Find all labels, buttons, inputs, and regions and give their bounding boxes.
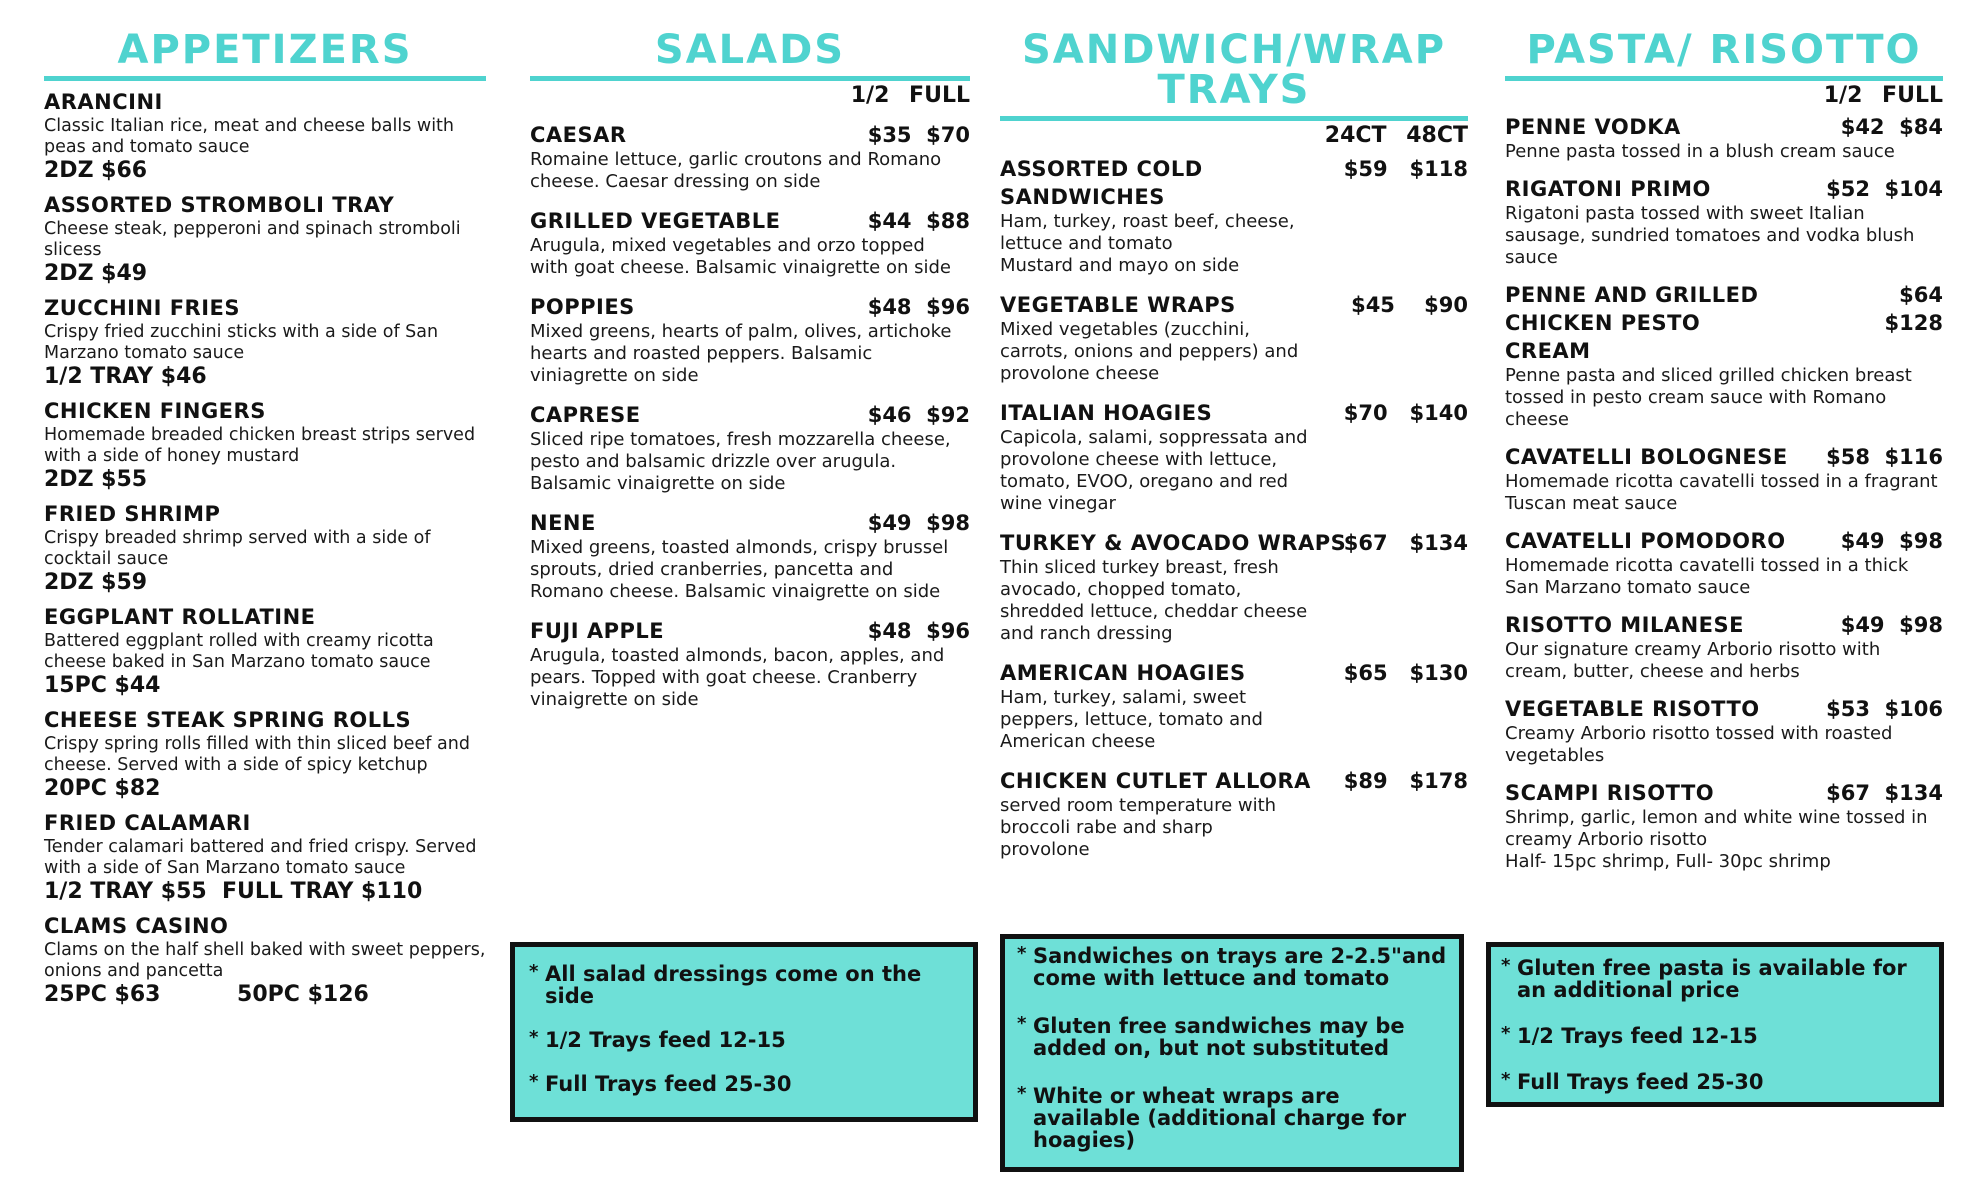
item-price: $49 $98 — [867, 511, 970, 535]
item-name: CAVATELLI POMODORO — [1505, 529, 1786, 553]
item-price: $67 $134 — [1826, 781, 1943, 805]
item-name: ARANCINI — [44, 90, 163, 114]
item-name: NENE — [530, 511, 596, 535]
item-price: $52 $104 — [1826, 177, 1943, 201]
menu-item — [44, 913, 486, 1008]
salads-title: SALADS — [654, 27, 846, 73]
item-price: $58 $116 — [1826, 445, 1943, 469]
item-price: $59 $118 — [1343, 157, 1468, 181]
item-description: Thin sliced turkey breast, fresh avocado, chopped tomato, shredded lettuce, cheddar cheese and ranch dressing — [1000, 557, 1308, 644]
item-note: Half- 15pc shrimp, Full- 30pc shrimp — [1505, 851, 1831, 872]
item-description: Shrimp, garlic, lemon and white wine tossed in creamy Arborio risotto — [1505, 807, 1928, 850]
item-name: ASSORTED STROMBOLI TRAY — [44, 193, 395, 217]
sandwiches-column — [1000, 27, 1468, 861]
note-line: * Full Trays feed 25-30 — [1501, 1069, 1764, 1094]
item-description: Rigatoni pasta tossed with sweet Italian sausage, sundried tomatoes and vodka blush sauce — [1505, 203, 1915, 268]
item-description: Battered eggplant rolled with creamy ricotta cheese baked in San Marzano tomato sauce — [44, 631, 434, 672]
item-price: $53 $106 — [1826, 697, 1943, 721]
item-price: 20PC $82 — [44, 776, 161, 801]
item-description: Homemade ricotta cavatelli tossed in a fragrant Tuscan meat sauce — [1505, 471, 1938, 514]
menu-item — [530, 617, 970, 711]
note-line: * All salad dressings come on the side — [529, 961, 922, 1008]
item-note: Mustard and mayo on side — [1000, 255, 1240, 276]
sandwiches-note-box — [1000, 934, 1464, 1172]
appetizers-title: APPETIZERS — [117, 27, 413, 73]
item-description: Mixed greens, toasted almonds, crispy brussel sprouts, dried cranberries, pancetta and Romano cheese. Balsamic vinaigrette on side — [530, 537, 949, 602]
sandwiches-title-line1: SANDWICH/WRAP — [1021, 27, 1447, 73]
item-description: Classic Italian rice, meat and cheese balls with peas and tomato sauce — [44, 116, 455, 157]
menu-item — [1505, 779, 1943, 873]
item-description: served room temperature with broccoli rabe and sharp provolone — [1000, 795, 1277, 860]
item-name: FUJI APPLE — [530, 619, 665, 643]
menu-item — [1000, 767, 1468, 861]
item-description: Crispy spring rolls filled with thin sliced beef and cheese. Served with a side of spicy ketchup — [44, 734, 470, 775]
pasta-column-header: 1/2 FULL — [1823, 83, 1943, 108]
item-name: POPPIES — [530, 295, 635, 319]
item-name: VEGETABLE WRAPS — [1000, 293, 1236, 317]
menu-item — [530, 207, 970, 279]
item-price: 1/2 TRAY $55 FULL TRAY $110 — [44, 879, 423, 904]
item-description: Tender calamari battered and fried crispy. Served with a side of San Marzano tomato sauce — [44, 837, 477, 878]
pasta-column — [1505, 27, 1943, 873]
menu-item — [44, 295, 486, 390]
item-description: Romaine lettuce, garlic croutons and Romano cheese. Caesar dressing on side — [530, 149, 942, 192]
menu-item — [44, 707, 486, 802]
item-price: 2DZ $55 — [44, 467, 148, 492]
menu-item — [1505, 695, 1943, 767]
item-price: $64 $128 — [1884, 283, 1943, 335]
item-name: VEGETABLE RISOTTO — [1505, 697, 1760, 721]
menu-item — [1505, 527, 1943, 599]
menu-item — [44, 192, 486, 287]
menu-item — [530, 293, 970, 387]
item-description: Clams on the half shell baked with sweet peppers, onions and pancetta — [44, 940, 486, 981]
note-line: * 1/2 Trays feed 12-15 — [1501, 1023, 1758, 1048]
item-name: CHICKEN FINGERS — [44, 399, 266, 423]
item-price: $67 $134 — [1343, 531, 1468, 555]
item-description: Homemade ricotta cavatelli tossed in a thick San Marzano tomato sauce — [1505, 555, 1909, 598]
item-description: Penne pasta tossed in a blush cream sauce — [1505, 141, 1895, 162]
menu-item — [1000, 291, 1468, 385]
item-price: 2DZ $59 — [44, 570, 148, 595]
item-description: Ham, turkey, salami, sweet peppers, lettuce, tomato and American cheese — [1000, 687, 1263, 752]
item-description: Mixed greens, hearts of palm, olives, artichoke hearts and roasted peppers. Balsamic viniagrette on side — [530, 321, 952, 386]
sandwiches-title-line2: TRAYS — [1157, 67, 1311, 113]
menu-item — [44, 501, 486, 596]
item-name: ITALIAN HOAGIES — [1000, 401, 1213, 425]
menu-item — [1000, 529, 1468, 645]
note-line: * White or wheat wraps are available (additional charge for hoagies) — [1017, 1083, 1407, 1152]
item-description: Crispy fried zucchini sticks with a side of San Marzano tomato sauce — [44, 322, 439, 363]
item-price: 25PC $63 50PC $126 — [44, 982, 369, 1007]
item-price: 2DZ $66 — [44, 158, 148, 183]
salads-note-box — [510, 942, 978, 1122]
item-name: SCAMPI RISOTTO — [1505, 781, 1715, 805]
item-name: PENNE AND GRILLED CHICKEN PESTO CREAM — [1505, 283, 1759, 363]
menu-item — [530, 121, 970, 193]
menu-item — [530, 509, 970, 603]
item-name: EGGPLANT ROLLATINE — [44, 605, 316, 629]
item-description: Capicola, salami, soppressata and provolone cheese with lettuce, tomato, EVOO, oregano and red wine vinegar — [1000, 427, 1308, 514]
item-price: $44 $88 — [867, 209, 970, 233]
item-price: $42 $84 — [1840, 115, 1943, 139]
menu-item — [44, 89, 486, 184]
item-name: AMERICAN HOAGIES — [1000, 661, 1246, 685]
item-price: $89 $178 — [1343, 769, 1468, 793]
pasta-note-box — [1486, 942, 1944, 1107]
menu-item — [1505, 113, 1943, 163]
item-price: 15PC $44 — [44, 673, 161, 698]
item-description: Sliced ripe tomatoes, fresh mozzarella cheese, pesto and balsamic drizzle over arugula. Balsamic vinaigrette on side — [530, 429, 951, 494]
appetizers-rule — [44, 76, 486, 81]
item-name: CHICKEN CUTLET ALLORA — [1000, 769, 1311, 793]
item-name: CLAMS CASINO — [44, 914, 229, 938]
item-price: $49 $98 — [1840, 613, 1943, 637]
item-description: Mixed vegetables (zucchini, carrots, onions and peppers) and provolone cheese — [1000, 319, 1299, 384]
menu-item — [1000, 659, 1468, 753]
item-name: ASSORTED COLD SANDWICHES — [1000, 157, 1203, 209]
appetizers-column — [44, 27, 486, 1008]
note-line: * Full Trays feed 25-30 — [529, 1071, 792, 1096]
item-description: Arugula, mixed vegetables and orzo topped with goat cheese. Balsamic vinaigrette on side — [530, 235, 951, 278]
note-line: * Gluten free sandwiches may be added on, but not substituted — [1017, 1013, 1405, 1060]
item-name: RIGATONI PRIMO — [1505, 177, 1711, 201]
item-price: $45 $90 — [1351, 293, 1468, 317]
note-line: * Sandwiches on trays are 2-2.5"and come with lettuce and tomato — [1017, 943, 1447, 990]
sandwiches-column-header: 24CT 48CT — [1324, 123, 1468, 148]
menu-item — [1505, 443, 1943, 515]
item-description: Crispy breaded shrimp served with a side of cocktail sauce — [44, 528, 431, 569]
pasta-title: PASTA/ RISOTTO — [1526, 27, 1922, 73]
item-price: 1/2 TRAY $46 — [44, 364, 207, 389]
item-name: TURKEY & AVOCADO WRAPS — [1000, 531, 1347, 555]
item-price: $70 $140 — [1343, 401, 1468, 425]
item-name: CHEESE STEAK SPRING ROLLS — [44, 708, 412, 732]
item-name: ZUCCHINI FRIES — [44, 296, 240, 320]
item-name: CAESAR — [530, 123, 627, 147]
menu-item — [1505, 175, 1943, 269]
item-name: CAPRESE — [530, 403, 641, 427]
item-description: Cheese steak, pepperoni and spinach stromboli slicess — [44, 219, 461, 260]
menu-item — [44, 398, 486, 493]
item-description: Homemade breaded chicken breast strips served with a side of honey mustard — [44, 425, 476, 466]
menu-item — [1505, 281, 1943, 431]
item-price: $46 $92 — [867, 403, 970, 427]
item-price: $48 $96 — [867, 295, 970, 319]
item-description: Creamy Arborio risotto tossed with roasted vegetables — [1505, 723, 1893, 766]
item-description: Ham, turkey, roast beef, cheese, lettuce and tomato — [1000, 211, 1295, 254]
item-name: GRILLED VEGETABLE — [530, 209, 781, 233]
menu-item — [530, 401, 970, 495]
item-description: Arugula, toasted almonds, bacon, apples, and pears. Topped with goat cheese. Cranberry vinaigrette on side — [530, 645, 945, 710]
menu-item — [1000, 155, 1468, 277]
menu-item — [44, 604, 486, 699]
menu-item — [1505, 611, 1943, 683]
item-price: $49 $98 — [1840, 529, 1943, 553]
item-price: $48 $96 — [867, 619, 970, 643]
menu-item — [44, 810, 486, 905]
item-name: FRIED CALAMARI — [44, 811, 251, 835]
item-name: PENNE VODKA — [1505, 115, 1681, 139]
item-price: $65 $130 — [1343, 661, 1468, 685]
item-name: FRIED SHRIMP — [44, 502, 221, 526]
item-description: Penne pasta and sliced grilled chicken breast tossed in pesto cream sauce with Romano cheese — [1505, 365, 1912, 430]
item-name: RISOTTO MILANESE — [1505, 613, 1744, 637]
note-line: * 1/2 Trays feed 12-15 — [529, 1027, 786, 1052]
menu-item — [1000, 399, 1468, 515]
item-name: CAVATELLI BOLOGNESE — [1505, 445, 1788, 469]
salads-column-header: 1/2 FULL — [850, 83, 970, 108]
item-price: 2DZ $49 — [44, 261, 148, 286]
item-description: Our signature creamy Arborio risotto with cream, butter, cheese and herbs — [1505, 639, 1881, 682]
note-line: * Gluten free pasta is available for an additional price — [1501, 955, 1907, 1002]
item-price: $35 $70 — [867, 123, 970, 147]
salads-column — [530, 27, 970, 711]
